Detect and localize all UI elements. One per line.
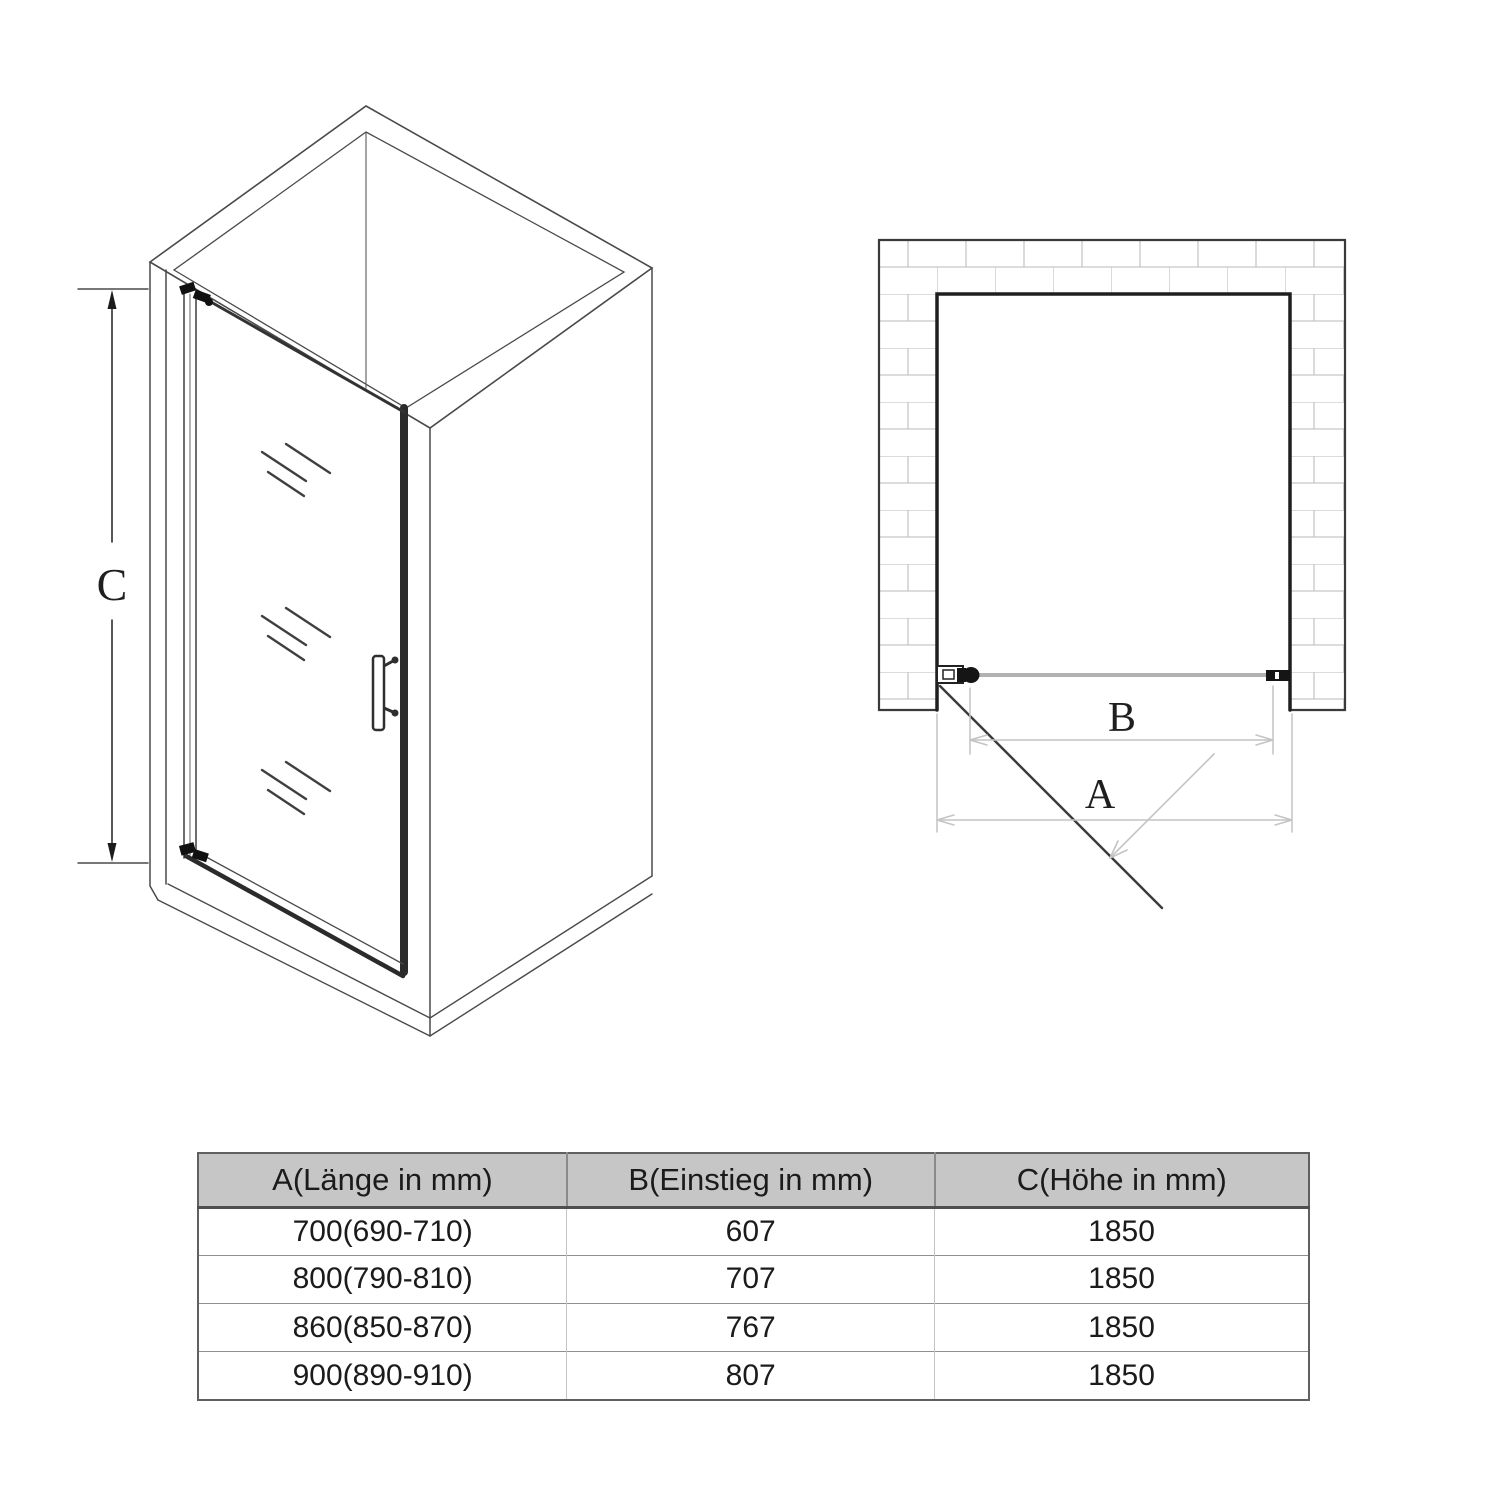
dimension-c-label: C bbox=[96, 559, 128, 610]
brick-wall bbox=[879, 240, 1345, 710]
glass-door bbox=[184, 292, 404, 976]
table-row bbox=[198, 1352, 1309, 1400]
swing-direction-arrow bbox=[1110, 754, 1214, 858]
table-header-b: B(Einstieg in mm) bbox=[567, 1153, 935, 1207]
glass-hash-marks bbox=[262, 444, 330, 814]
enclosure-top-rim-outer bbox=[150, 106, 652, 428]
table-cell: 1850 bbox=[935, 1352, 1309, 1400]
table-header-row bbox=[198, 1153, 1309, 1207]
dimensions-table bbox=[197, 1152, 1310, 1401]
dimension-b-label: B bbox=[1107, 695, 1137, 741]
table-cell: 707 bbox=[567, 1255, 935, 1303]
table-cell: 767 bbox=[567, 1304, 935, 1352]
table-cell: 1850 bbox=[935, 1255, 1309, 1303]
table-cell: 700(690-710) bbox=[198, 1207, 567, 1255]
isometric-view bbox=[78, 106, 652, 1036]
table-cell: 800(790-810) bbox=[198, 1255, 567, 1303]
door-bottom-rail-top bbox=[186, 846, 403, 964]
table-row bbox=[198, 1255, 1309, 1303]
table-cell: 860(850-870) bbox=[198, 1304, 567, 1352]
door-handle bbox=[373, 656, 399, 730]
table-header-a: A(Länge in mm) bbox=[198, 1153, 567, 1207]
dimension-a-label: A bbox=[1084, 772, 1116, 818]
enclosure-left-wall-edge bbox=[150, 262, 166, 900]
table-row bbox=[198, 1207, 1309, 1255]
wall-hinge bbox=[937, 666, 980, 683]
table-header-c: C(Höhe in mm) bbox=[935, 1153, 1309, 1207]
table-row bbox=[198, 1304, 1309, 1352]
door-top-rail bbox=[197, 294, 404, 412]
enclosure-top-rim-inner bbox=[174, 132, 624, 408]
door-catch bbox=[1266, 670, 1290, 681]
front-view bbox=[879, 240, 1345, 908]
table-cell: 807 bbox=[567, 1352, 935, 1400]
table-cell: 607 bbox=[567, 1207, 935, 1255]
table-cell: 900(890-910) bbox=[198, 1352, 567, 1400]
table-cell: 1850 bbox=[935, 1304, 1309, 1352]
table-cell: 1850 bbox=[935, 1207, 1309, 1255]
dimension-c bbox=[78, 289, 148, 863]
door-bottom-rail bbox=[186, 856, 403, 976]
door-opening-frame bbox=[937, 294, 1290, 710]
